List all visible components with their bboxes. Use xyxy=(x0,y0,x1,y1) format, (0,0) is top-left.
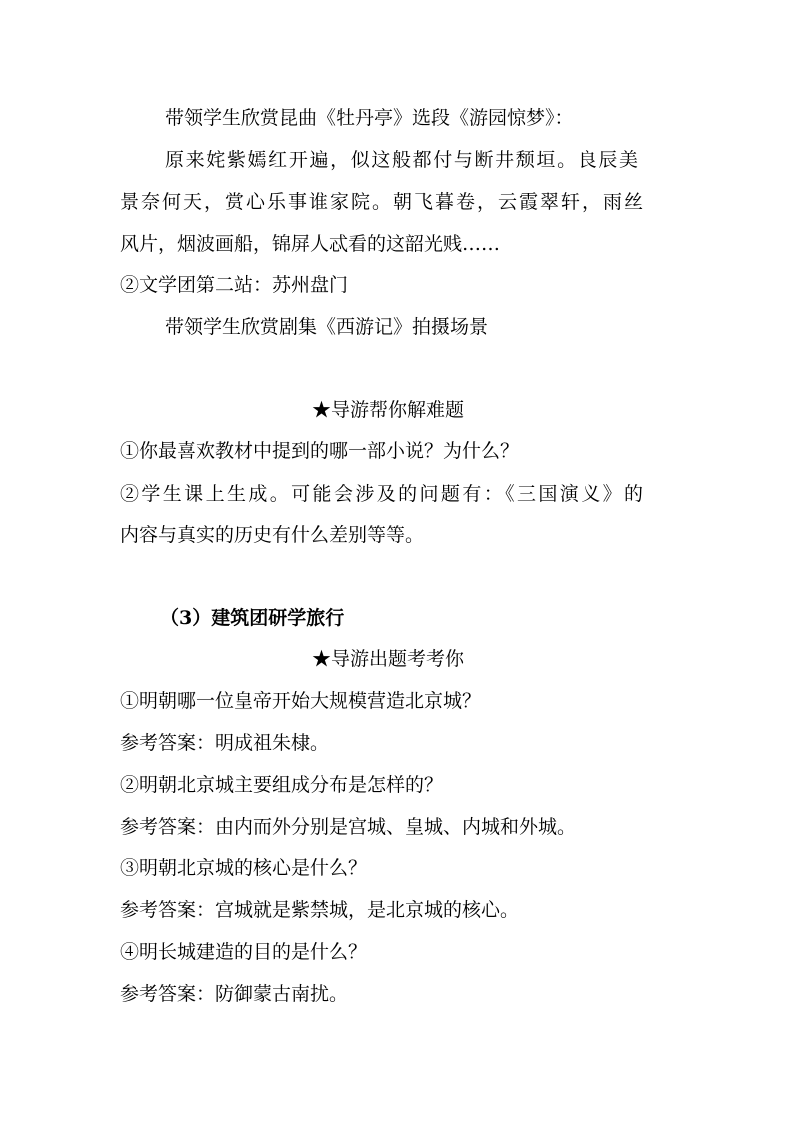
quiz-question-2: ②明朝北京城主要组成分布是怎样的？ xyxy=(120,774,444,796)
quiz-heading: ★导游出题考考你 xyxy=(312,648,465,670)
station2-description: 带领学生欣赏剧集《西游记》拍摄场景 xyxy=(165,316,489,338)
quiz-question-3: ③明朝北京城的核心是什么？ xyxy=(120,857,368,879)
poem-line-3: 风片，烟波画船，锦屏人忒看的这韶光贱…… xyxy=(120,233,501,255)
station2-line: ②文学团第二站：苏州盘门 xyxy=(120,274,349,296)
quiz-question-4: ④明长城建造的目的是什么？ xyxy=(120,941,368,963)
quiz-answer-3: 参考答案：宫城就是紫禁城，是北京城的核心。 xyxy=(120,899,520,921)
help-question-2-line-1: ②学生课上生成。可能会涉及的问题有：《三国演义》的 xyxy=(120,483,643,505)
quiz-answer-1: 参考答案：明成祖朱棣。 xyxy=(120,732,330,754)
poem-line-2: 景奈何天，赏心乐事谁家院。朝飞暮卷，云霞翠轩，雨丝 xyxy=(120,191,643,213)
intro-line: 带领学生欣赏昆曲《牡丹亭》选段《游园惊梦》： xyxy=(165,107,574,129)
help-question-2-line-2: 内容与真实的历史有什么差别等等。 xyxy=(120,524,425,546)
quiz-answer-4: 参考答案：防御蒙古南扰。 xyxy=(120,983,349,1005)
section3-title: （3）建筑团研学旅行 xyxy=(160,607,345,629)
help-heading: ★导游帮你解难题 xyxy=(312,399,465,421)
quiz-answer-2: 参考答案：由内而外分别是宫城、皇城、内城和外城。 xyxy=(120,816,577,838)
poem-line-1: 原来姹紫嫣红开遍，似这般都付与断井颓垣。良辰美 xyxy=(165,149,638,171)
help-question-1: ①你最喜欢教材中提到的哪一部小说？为什么？ xyxy=(120,440,520,462)
quiz-question-1: ①明朝哪一位皇帝开始大规模营造北京城？ xyxy=(120,690,482,712)
